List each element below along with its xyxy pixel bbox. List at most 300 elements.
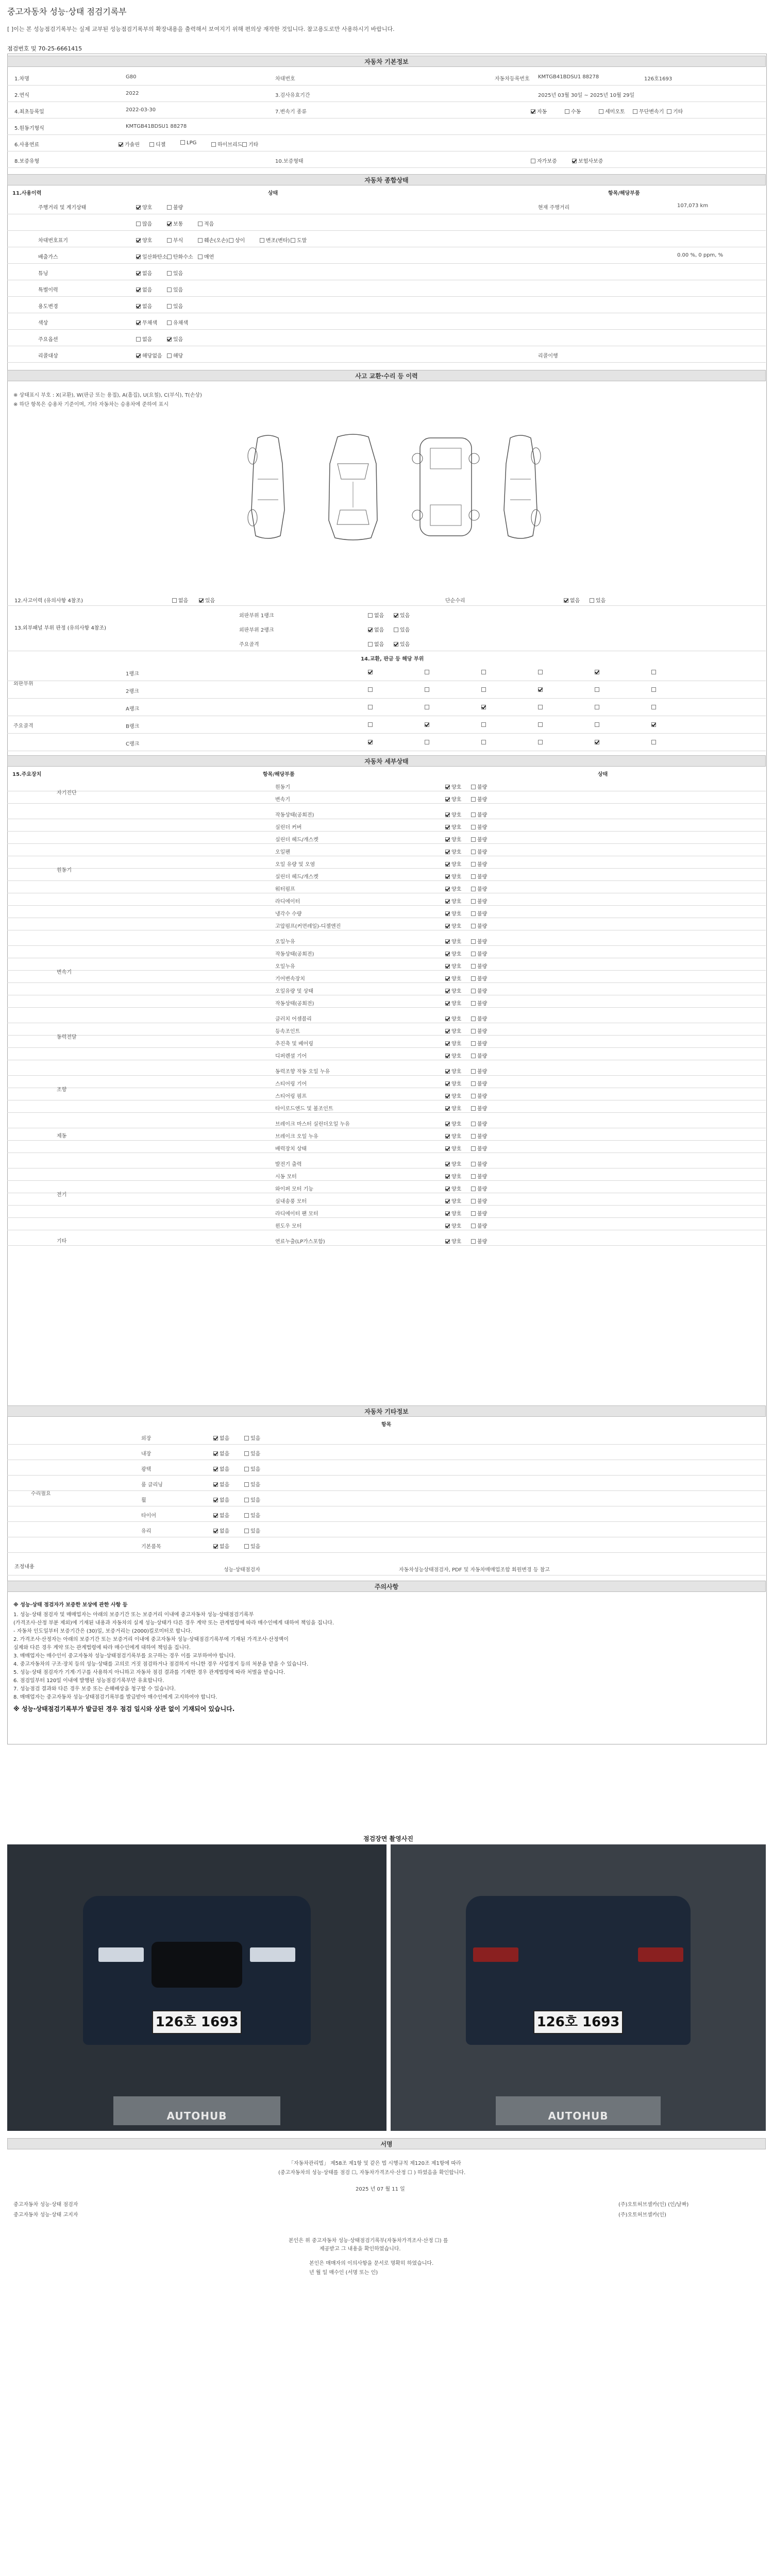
transmission-option[interactable] — [667, 107, 683, 115]
part-checkbox[interactable] — [595, 722, 599, 727]
detail-state-bad[interactable] — [471, 1104, 487, 1112]
other-item-label: 룸 클리닝 — [141, 1482, 163, 1488]
other-state-yes[interactable] — [244, 1480, 260, 1488]
detail-state-bad[interactable] — [471, 974, 487, 982]
other-state-yes[interactable] — [244, 1434, 260, 1442]
other-state-no[interactable] — [213, 1465, 229, 1472]
overall-option[interactable] — [136, 335, 152, 343]
part-row-label: A랭크 — [126, 706, 140, 712]
detail-state-good-label: 양호 — [451, 797, 462, 803]
detail-state-good-label: 양호 — [451, 1081, 462, 1087]
overall-option[interactable] — [167, 203, 183, 211]
other-state-yes[interactable] — [244, 1449, 260, 1457]
part-checkbox[interactable] — [368, 670, 373, 674]
detail-state-good[interactable] — [445, 909, 461, 917]
overall-option[interactable] — [229, 236, 245, 244]
detail-state-good-label: 양호 — [451, 1134, 462, 1140]
other-row — [7, 1522, 766, 1537]
detail-state-good-label: 양호 — [451, 1146, 462, 1152]
other-state-yes[interactable] — [244, 1496, 260, 1503]
detail-state-bad[interactable] — [471, 783, 487, 790]
detail-state-bad-box — [471, 911, 476, 916]
part-checkbox[interactable] — [595, 740, 599, 744]
detail-state-good[interactable] — [445, 987, 461, 994]
overall-option[interactable] — [136, 269, 152, 277]
detail-state-bad[interactable] — [471, 848, 487, 855]
other-state-no-label: 없음 — [220, 1513, 230, 1519]
overall-option[interactable] — [198, 219, 214, 227]
detail-state-good[interactable] — [445, 1197, 461, 1205]
detail-state-bad-box — [471, 1239, 476, 1244]
other-state-yes-box — [244, 1544, 249, 1549]
detail-state-good-label: 양호 — [451, 1224, 462, 1229]
detail-state-bad[interactable] — [471, 950, 487, 957]
overall-option-box — [136, 255, 141, 259]
header-notice: [ ]이는 본 성능점검기록부는 실제 교부된 성능점검기록부의 확장내용을 출력해서 보여지기 위해 편의상 재작한 것입니다. 참고용도로만 사용하시기 바랍니다. — [7, 26, 395, 32]
detail-state-good[interactable] — [445, 950, 461, 957]
overall-option-box — [136, 238, 141, 243]
overall-row — [7, 297, 766, 313]
part-checkbox[interactable] — [538, 705, 543, 709]
transmission-option-box — [633, 109, 637, 114]
accident-option-no[interactable] — [172, 596, 188, 604]
part-checkbox[interactable] — [538, 740, 543, 744]
detail-state-good-label: 양호 — [451, 812, 462, 818]
overall-row — [7, 231, 766, 247]
rank-1-option-no[interactable] — [368, 611, 384, 619]
detail-state-bad[interactable] — [471, 922, 487, 929]
overall-option[interactable] — [198, 236, 228, 244]
detail-state-good-box — [445, 887, 450, 891]
detail-state-good-box — [445, 797, 450, 802]
other-header: 항목 — [381, 1422, 392, 1428]
overall-option[interactable] — [167, 219, 183, 227]
detail-state-good-label: 양호 — [451, 1122, 462, 1127]
detail-state-good[interactable] — [445, 823, 461, 831]
other-state-no-box — [213, 1467, 218, 1471]
detail-state-bad-label: 불량 — [477, 952, 488, 957]
detail-state-good-label: 양호 — [451, 976, 462, 982]
detail-state-good-box — [445, 1094, 450, 1098]
detail-row — [7, 1206, 766, 1218]
part-checkbox[interactable] — [651, 722, 656, 727]
fuel-option-label: 기타 — [248, 142, 259, 148]
detail-state-good[interactable] — [445, 1079, 461, 1087]
other-state-yes-box — [244, 1482, 249, 1487]
detail-state-bad-box — [471, 1069, 476, 1074]
detail-state-good[interactable] — [445, 795, 461, 803]
part-checkbox[interactable] — [595, 705, 599, 709]
part-row-label: B랭크 — [126, 724, 140, 730]
detail-state-good-box — [445, 1134, 450, 1139]
overall-option[interactable] — [167, 285, 183, 293]
detail-state-bad[interactable] — [471, 1144, 487, 1152]
detail-state-good[interactable] — [445, 1104, 461, 1112]
part-checkbox[interactable] — [651, 670, 656, 674]
overall-option-label: 있음 — [173, 304, 183, 310]
detail-state-bad-box — [471, 1001, 476, 1006]
detail-state-good[interactable] — [445, 999, 461, 1007]
other-state-no[interactable] — [213, 1449, 229, 1457]
detail-state-good[interactable] — [445, 1120, 461, 1127]
other-state-no-label: 없음 — [220, 1544, 230, 1550]
overall-row — [7, 198, 766, 214]
detail-state-good[interactable] — [445, 1027, 461, 1035]
transmission-option[interactable] — [565, 107, 581, 115]
detail-state-bad-box — [471, 1187, 476, 1191]
detail-item-label: 오일누유 — [275, 964, 295, 970]
detail-state-bad[interactable] — [471, 937, 487, 945]
overall-option-box — [136, 222, 141, 226]
detail-state-bad[interactable] — [471, 860, 487, 868]
detail-state-good[interactable] — [445, 810, 461, 818]
detail-state-bad[interactable] — [471, 795, 487, 803]
other-state-yes[interactable] — [244, 1527, 260, 1534]
part-checkbox[interactable] — [481, 740, 486, 744]
detail-state-bad[interactable] — [471, 1197, 487, 1205]
part-checkbox[interactable] — [651, 740, 656, 744]
overall-option[interactable] — [167, 236, 183, 244]
overall-row-label: 주행거리 및 계기상태 — [38, 205, 87, 211]
detail-row — [7, 1218, 766, 1230]
other-state-no[interactable] — [213, 1542, 229, 1550]
other-state-no-label: 없음 — [220, 1467, 230, 1472]
other-state-yes[interactable] — [244, 1511, 260, 1519]
detail-row — [7, 1048, 766, 1060]
section-overall-status: 자동차 종합상태 — [7, 174, 766, 185]
overall-header-state: 상태 — [268, 191, 278, 196]
other-state-yes[interactable] — [244, 1542, 260, 1550]
detail-state-good-label: 양호 — [451, 1029, 462, 1035]
detail-state-bad[interactable] — [471, 897, 487, 905]
part-checkbox[interactable] — [368, 740, 373, 744]
other-state-yes-box — [244, 1467, 249, 1471]
detail-state-bad[interactable] — [471, 1052, 487, 1059]
detail-row — [7, 819, 766, 832]
other-item-label: 유리 — [141, 1529, 152, 1534]
detail-state-good-label: 양호 — [451, 1016, 462, 1022]
detail-state-bad[interactable] — [471, 1209, 487, 1217]
part-row — [7, 716, 766, 734]
detail-state-good[interactable] — [445, 885, 461, 892]
overall-option[interactable] — [260, 236, 290, 244]
detail-state-good[interactable] — [445, 1144, 461, 1152]
other-state-no-label: 없음 — [220, 1498, 230, 1503]
page-title: 중고자동차 성능·상태 점검기록부 — [7, 7, 127, 16]
repair-option-no[interactable] — [564, 596, 580, 604]
other-state-yes[interactable] — [244, 1465, 260, 1472]
overall-option[interactable] — [291, 236, 307, 244]
detail-state-good[interactable] — [445, 897, 461, 905]
overall-option[interactable] — [167, 318, 188, 326]
part-checkbox[interactable] — [425, 722, 429, 727]
detail-item-label: 배력장치 상태 — [275, 1146, 307, 1152]
detail-state-good-box — [445, 924, 450, 928]
detail-state-good[interactable] — [445, 1184, 461, 1192]
overall-option[interactable] — [136, 302, 152, 310]
detail-state-bad[interactable] — [471, 1039, 487, 1047]
detail-row — [7, 893, 766, 906]
detail-state-bad[interactable] — [471, 1014, 487, 1022]
detail-state-good[interactable] — [445, 1209, 461, 1217]
detail-state-bad[interactable] — [471, 1237, 487, 1245]
notice-title: ※ 성능·상태 점검자가 보증한 보상에 관한 사항 등 — [13, 1602, 128, 1608]
detail-state-good-box — [445, 812, 450, 817]
detail-state-bad[interactable] — [471, 1027, 487, 1035]
inspection-photo-front — [7, 1844, 386, 2131]
detail-state-bad-box — [471, 1122, 476, 1126]
receipt-line-2: 제공받고 그 내용을 확인하였습니다. — [320, 2246, 401, 2252]
detail-item-label: 냉각수 수량 — [275, 911, 302, 917]
part-checkbox[interactable] — [538, 670, 543, 674]
part-checkbox[interactable] — [651, 705, 656, 709]
detail-state-good-box — [445, 1199, 450, 1204]
overall-option-box — [167, 205, 172, 210]
overall-option[interactable] — [136, 203, 152, 211]
fuel-option[interactable] — [211, 140, 242, 148]
overall-option-box — [229, 238, 233, 243]
overall-row — [7, 247, 766, 264]
overall-option-label: 상이 — [235, 238, 245, 244]
section-other-info: 자동차 기타정보 — [7, 1405, 766, 1417]
accident-row — [7, 592, 766, 606]
detail-item-label: 라디에이터 — [275, 899, 300, 905]
detail-header-item: 항목/해당부품 — [263, 772, 295, 777]
detail-state-bad-label: 불량 — [477, 1187, 488, 1192]
detail-item-label: 발전기 출력 — [275, 1162, 302, 1167]
part-row-label: 2랭크 — [126, 689, 139, 694]
fuel-option[interactable] — [119, 140, 140, 148]
overall-option[interactable] — [136, 318, 157, 326]
simple-repair-label: 단순수리 — [445, 598, 465, 604]
rank-frame-option-no[interactable] — [368, 640, 384, 648]
notice-line: 8. 매매업자는 중고자동차 성능·상태점검기록부를 발급받아 매수인에게 고지하여야 합니다. — [13, 1694, 217, 1700]
repair-option-yes[interactable] — [590, 596, 606, 604]
overall-option-label: 없음 — [142, 287, 153, 293]
part-checkbox[interactable] — [425, 740, 429, 744]
detail-state-good-label: 양호 — [451, 785, 462, 790]
section-notice: 주의사항 — [7, 1581, 766, 1592]
detail-group-label: 자기진단 — [57, 790, 77, 796]
part-checkbox[interactable] — [368, 722, 373, 727]
other-state-no[interactable] — [213, 1511, 229, 1519]
detail-state-good[interactable] — [445, 1052, 461, 1059]
overall-option[interactable] — [167, 252, 193, 260]
part-checkbox[interactable] — [425, 705, 429, 709]
detail-state-bad-label: 불량 — [477, 1134, 488, 1140]
notice-line: 4. 중고자동차의 구조·장치 등의 성능·상태를 고의로 거짓 점검하거나 점검하지 아니한 경우 사업정지 등의 처분을 받을 수 있습니다. — [13, 1662, 309, 1667]
rank-2-option-no[interactable] — [368, 625, 384, 633]
part-checkbox[interactable] — [425, 670, 429, 674]
detail-state-bad[interactable] — [471, 1222, 487, 1229]
detail-item-label: 와이퍼 모터 기능 — [275, 1187, 313, 1192]
detail-state-good[interactable] — [445, 1160, 461, 1167]
part-checkbox[interactable] — [595, 670, 599, 674]
rank-frame-no-label: 없음 — [374, 642, 384, 648]
detail-state-bad-label: 불량 — [477, 1029, 488, 1035]
detail-state-bad[interactable] — [471, 1067, 487, 1075]
part-checkbox[interactable] — [651, 687, 656, 692]
repair-option-no-label: 없음 — [570, 598, 580, 604]
fuel-option[interactable] — [180, 140, 196, 146]
other-state-no[interactable] — [213, 1480, 229, 1488]
fuel-option[interactable] — [149, 140, 165, 148]
basic-row-label: 6.사용연료 — [14, 142, 40, 148]
detail-state-good-label: 양호 — [451, 1054, 462, 1059]
detail-state-good-label: 양호 — [451, 837, 462, 843]
other-state-no-label: 없음 — [220, 1529, 230, 1534]
detail-item-label: 윈도우 모터 — [275, 1224, 302, 1229]
other-state-no[interactable] — [213, 1496, 229, 1503]
detail-state-bad[interactable] — [471, 1120, 487, 1127]
detail-state-good[interactable] — [445, 783, 461, 790]
detail-state-bad[interactable] — [471, 810, 487, 818]
detail-state-good-box — [445, 1001, 450, 1006]
detail-state-bad-box — [471, 1016, 476, 1021]
detail-state-bad[interactable] — [471, 999, 487, 1007]
accident-label: 12.사고이력 (유의사항 4참조) — [14, 598, 83, 604]
overall-option[interactable] — [136, 252, 167, 260]
other-state-no[interactable] — [213, 1527, 229, 1534]
detail-state-good[interactable] — [445, 974, 461, 982]
transmission-option-box — [599, 109, 603, 114]
overall-option[interactable] — [167, 302, 183, 310]
notice-line: (가격조사·산정 부분 제외)에 기재된 내용과 자동차의 실제 성능·상태가 다른 경우 계약 또는 관계법령에 따라 매수인에게 대하여 책임을 집니다. — [13, 1620, 334, 1626]
part-checkbox[interactable] — [481, 687, 486, 692]
rank-2-label: 외판부위 2랭크 — [239, 628, 274, 633]
accident-option-yes[interactable] — [199, 596, 215, 604]
detail-state-bad[interactable] — [471, 872, 487, 880]
detail-state-good[interactable] — [445, 1014, 461, 1022]
overall-row — [7, 280, 766, 297]
fuel-option[interactable] — [242, 140, 258, 148]
part-checkbox[interactable] — [538, 722, 543, 727]
part-checkbox[interactable] — [368, 705, 373, 709]
detail-row — [7, 1181, 766, 1193]
detail-item-label: 라디에이터 팬 모터 — [275, 1211, 318, 1217]
detail-state-bad[interactable] — [471, 835, 487, 843]
detail-item-label: 변속기 — [275, 797, 290, 803]
part-checkbox[interactable] — [368, 687, 373, 692]
detail-state-bad[interactable] — [471, 823, 487, 831]
detail-state-good-box — [445, 1122, 450, 1126]
rank-frame-yes-label: 있음 — [400, 642, 410, 648]
transmission-option[interactable] — [531, 107, 547, 115]
detail-state-bad[interactable] — [471, 1079, 487, 1087]
other-row — [7, 1506, 766, 1522]
detail-state-good-box — [445, 874, 450, 879]
detail-state-good[interactable] — [445, 1092, 461, 1099]
detail-state-good[interactable] — [445, 962, 461, 970]
rank-1-no-label: 없음 — [374, 613, 384, 619]
part-checkbox[interactable] — [425, 687, 429, 692]
warranty-option-label: 자가보증 — [537, 159, 557, 164]
warranty-option[interactable] — [531, 157, 557, 164]
detail-state-good[interactable] — [445, 835, 461, 843]
fuel-option-box — [242, 142, 247, 147]
detail-state-good[interactable] — [445, 848, 461, 855]
rank-1-option-yes[interactable] — [394, 611, 410, 619]
detail-state-bad[interactable] — [471, 1132, 487, 1140]
detail-state-bad-label: 불량 — [477, 911, 488, 917]
detail-state-bad[interactable] — [471, 987, 487, 994]
overall-option[interactable] — [167, 335, 183, 343]
exterior-panel-block — [7, 608, 766, 651]
detail-state-good-label: 양호 — [451, 850, 462, 855]
overall-option[interactable] — [136, 236, 152, 244]
transmission-option-box — [667, 109, 671, 114]
detail-state-bad-box — [471, 1211, 476, 1216]
part-checkbox[interactable] — [481, 722, 486, 727]
overall-option-label: 양호 — [142, 205, 153, 211]
overall-option-label: 무채색 — [142, 320, 157, 326]
detail-state-good[interactable] — [445, 1222, 461, 1229]
rank-2-option-yes[interactable] — [394, 625, 410, 633]
detail-state-good[interactable] — [445, 922, 461, 929]
part-checkbox[interactable] — [595, 687, 599, 692]
detail-row — [7, 1141, 766, 1153]
detail-state-good-label: 양호 — [451, 1187, 462, 1192]
detail-state-good[interactable] — [445, 1132, 461, 1140]
detail-row — [7, 832, 766, 844]
detail-state-good[interactable] — [445, 1039, 461, 1047]
detail-state-good[interactable] — [445, 1237, 461, 1245]
repair-option-yes-label: 있음 — [596, 598, 606, 604]
part-checkbox[interactable] — [538, 687, 543, 692]
detail-state-good[interactable] — [445, 872, 461, 880]
detail-state-good[interactable] — [445, 1172, 461, 1180]
other-state-no-box — [213, 1498, 218, 1502]
detail-state-bad[interactable] — [471, 962, 487, 970]
detail-state-good[interactable] — [445, 937, 461, 945]
detail-state-bad[interactable] — [471, 909, 487, 917]
transmission-option[interactable] — [633, 107, 664, 115]
overall-row-label: 차대번호표기 — [38, 238, 68, 244]
warranty-option[interactable] — [572, 157, 603, 164]
overall-option[interactable] — [136, 351, 162, 359]
overall-option[interactable] — [136, 285, 152, 293]
detail-state-bad[interactable] — [471, 1092, 487, 1099]
rank-frame-option-yes[interactable] — [394, 640, 410, 648]
frame-part-label: 주요골격 — [13, 723, 33, 729]
detail-state-good[interactable] — [445, 1067, 461, 1075]
overall-option-label: 탄화수소 — [173, 255, 193, 260]
detail-state-bad[interactable] — [471, 1172, 487, 1180]
overall-option-box — [260, 238, 264, 243]
detail-state-good[interactable] — [445, 860, 461, 868]
part-checkbox[interactable] — [481, 670, 486, 674]
detail-state-bad[interactable] — [471, 1184, 487, 1192]
overall-option[interactable] — [136, 219, 152, 227]
transmission-option[interactable] — [599, 107, 625, 115]
overall-option-box — [198, 222, 203, 226]
notice-line: 실제와 다른 경우 계약 또는 관계법령에 따라 매수인에게 대하여 책임을 집니다. — [13, 1645, 191, 1651]
transmission-option-label: 기타 — [673, 109, 683, 115]
overall-option[interactable] — [167, 351, 183, 359]
part-checkbox[interactable] — [481, 705, 486, 709]
detail-state-bad-box — [471, 964, 476, 969]
basic-row-label-2: 7.변속기 종류 — [275, 109, 307, 115]
overall-option[interactable] — [198, 252, 214, 260]
detail-state-bad-label: 불량 — [477, 1224, 488, 1229]
overall-option[interactable] — [167, 269, 183, 277]
basic-row-label: 1.차명 — [14, 76, 29, 82]
other-state-no[interactable] — [213, 1434, 229, 1442]
detail-state-bad[interactable] — [471, 1160, 487, 1167]
transmission-option-label: 무단변속기 — [639, 109, 664, 115]
detail-state-bad[interactable] — [471, 885, 487, 892]
sign-date: 2025 년 07 월 11 일 — [356, 2187, 405, 2192]
